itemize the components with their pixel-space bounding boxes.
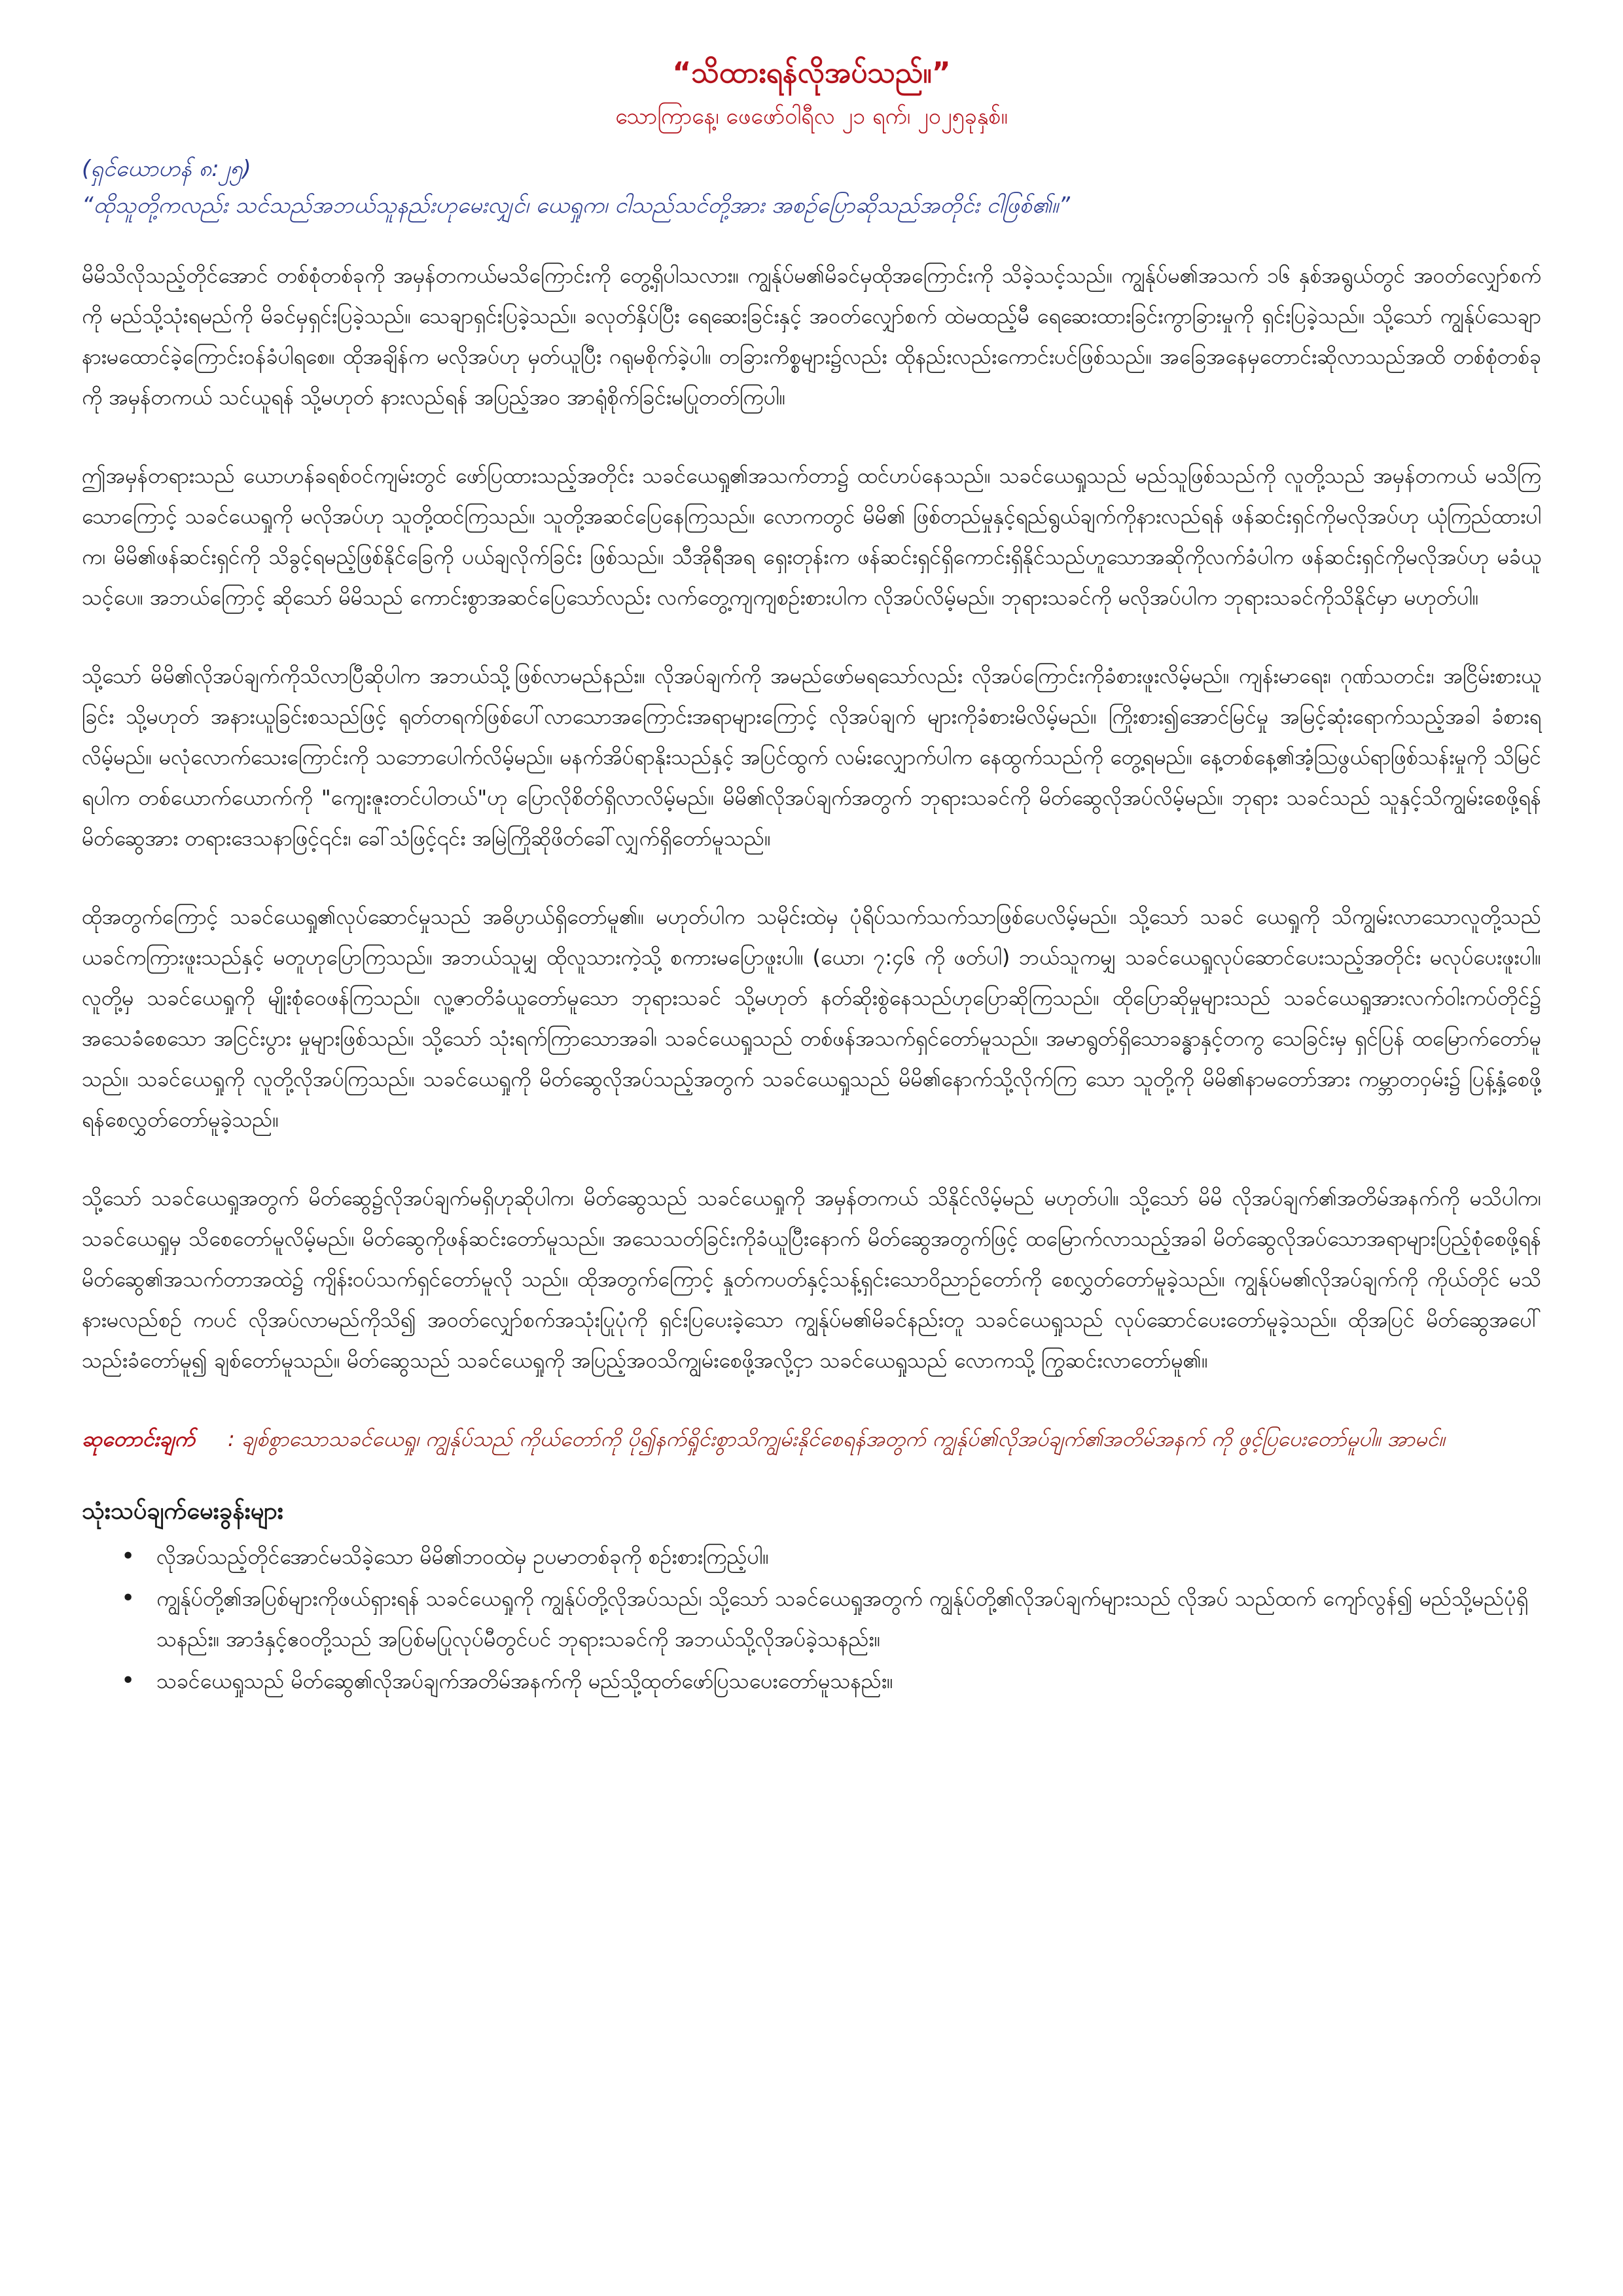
reflection-questions <box>82 1536 1541 1701</box>
page-title: “သိထားရန်လိုအပ်သည်။” <box>672 56 951 90</box>
devotional-page <box>82 52 1541 1703</box>
scripture-verse: “ထိုသူတို့ကလည်း သင်သည်အဘယ်သူနည်းဟုမေးလျှင်၊ ယေရှုက၊ ငါသည်သင်တို့အား အစဉ်ပြောဆိုသည်အတိုင်း ငါဖြစ်၏။” <box>82 192 1070 219</box>
question-text: ကျွန်ုပ်တို့၏အပြစ်များကိုဖယ်ရှားရန် သခင်ယေရှုကို ကျွန်ုပ်တို့လိုအပ်သည်၊ သို့သော် သခင်ယေရှုအတွက် ကျွန်ုပ်တို့၏လိုအပ်ချက်များသည် လိုအပ် သည်ထက် ကျော်လွန်၍ မည်သို့မည်ပုံရှိသနည်း။ အာဒံနှင့်ဧဝတို့သည် အပြစ်မပြုလုပ်မီတွင်ပင် ဘုရားသခင်ကို အဘယ်သို့လိုအပ်ခဲ့သနည်း။ <box>156 1586 1528 1651</box>
scripture-reference: (ရှင်ယောဟန် ၈:၂၅) <box>82 156 251 182</box>
prayer-text: : ချစ်စွာသောသခင်ယေရှု၊ ကျွန်ုပ်သည် ကိုယ်တော်ကို ပို၍နက်ရှိုင်းစွာသိကျွမ်းနိုင်စေရန်အတွက် ကျွန်ုပ်၏လိုအပ်ချက်၏အတိမ်အနက် ကို ဖွင့်ပြပေးတော်မူပါ။ အာမင်။ <box>228 1426 1445 1451</box>
bullet-icon: • <box>121 1667 135 1694</box>
body-paragraph-5: သို့သော် သခင်ယေရှုအတွက် မိတ်ဆွေ၌လိုအပ်ချက်မရှိဟုဆိုပါက၊ မိတ်ဆွေသည် သခင်ယေရှုကို အမှန်တကယ် သိနိုင်လိမ့်မည် မဟုတ်ပါ။ သို့သော် မိမိ လိုအပ်ချက်၏အတိမ်အနက်ကို မသိပါက၊ သခင်ယေရှုမှ သိစေတော်မူလိမ့်မည်။ မိတ်ဆွေကိုဖန်ဆင်းတော်မူသည်။ အသေသတ်ခြင်းကိုခံယူပြီးနောက် မိတ်ဆွေအတွက်ဖြင့် ထမြောက်လာသည့်အခါ မိတ်ဆွေလိုအပ်သောအရာများပြည့်စုံစေဖို့ရန် မိတ်ဆွေ၏အသက်တာအထဲ၌ ကျိန်းဝပ်သက်ရှင်တော်မူလို သည်။ ထိုအတွက်ကြောင့် နှုတ်ကပတ်နှင့်သန့်ရှင်းသောဝိညာဉ်တော်ကို စေလွှတ်တော်မူခဲ့သည်။ ကျွန်ုပ်မ၏လိုအပ်ချက်ကို ကိုယ်တိုင် မသိနားမလည်စဉ် ကပင် လိုအပ်လာမည်ကိုသိ၍ အဝတ်လျှော်စက်အသုံးပြုပုံကို ရှင်းပြပေးခဲ့သော ကျွန်ုပ်မ၏မိခင်နည်းတူ သခင်ယေရှုသည် လုပ်ဆောင်ပေးတော်မူခဲ့သည်။ ထိုအပြင် မိတ်ဆွေအပေါ်သည်းခံတော်မူ၍ ချစ်တော်မူသည်။ မိတ်ဆွေသည် သခင်ယေရှုကို အပြည့်အဝသိကျွမ်းစေဖို့အလို့ငှာ သခင်ယေရှုသည် လောကသို့ ကြွဆင်းလာတော်မူ၏။ <box>82 1186 1541 1373</box>
body-paragraph-4: ထိုအတွက်ကြောင့် သခင်ယေရှု၏လုပ်ဆောင်မှုသည် အဓိပ္ပာယ်ရှိတော်မူ၏။ မဟုတ်ပါက သမိုင်းထဲမှ ပုံရိပ်သက်သက်သာဖြစ်ပေလိမ့်မည်။ သို့သော် သခင် ယေရှုကို သိကျွမ်းလာသောလူတို့သည် ယခင်ကကြားဖူးသည်နှင့် မတူဟုပြောကြသည်။ အဘယ်သူမျှ ထိုလူသားကဲ့သို့ စကားမပြောဖူးပါ။ (ယော၊ ၇:၄၆ ကို ဖတ်ပါ) ဘယ်သူကမျှ သခင်ယေရှုလုပ်ဆောင်ပေးသည့်အတိုင်း မလုပ်ပေးဖူးပါ။ လူတို့မှ သခင်ယေရှုကို မျိုးစုံဝေဖန်ကြသည်။ လူ့ဇာတိခံယူတော်မူသော ဘုရားသခင် သို့မဟုတ် နတ်ဆိုးစွဲနေသည်ဟုပြောဆိုကြသည်။ ထိုပြောဆိုမှုများသည် သခင်ယေရှုအားလက်ဝါးကပ်တိုင်၌ အသေခံစေသော အငြင်းပွား မှုများဖြစ်သည်။ သို့သော် သုံးရက်ကြာသောအခါ၊ သခင်ယေရှုသည် တစ်ဖန်အသက်ရှင်တော်မူသည်။ အမာရွတ်ရှိသောခန္ဓာနှင့်တကွ သေခြင်းမှ ရှင်ပြန် ထမြောက်တော်မူသည်။ သခင်ယေရှုကို လူတို့လိုအပ်ကြသည်။ သခင်ယေရှုကို မိတ်ဆွေလိုအပ်သည့်အတွက် သခင်ယေရှုသည် မိမိ၏နောက်သို့လိုက်ကြ သော သူတို့ကို မိမိ၏နာမတော်အား ကမ္ဘာတဝှမ်း၌ ပြန့်နှံ့စေဖို့ရန်စေလွှတ်တော်မူခဲ့သည်။ <box>82 904 1542 1132</box>
body-paragraph-2: ဤအမှန်တရားသည် ယောဟန်ခရစ်ဝင်ကျမ်းတွင် ဖော်ပြထားသည့်အတိုင်း သခင်ယေရှု၏အသက်တာ၌ ထင်ဟပ်နေသည်။ သခင်ယေရှုသည် မည်သူဖြစ်သည်ကို လူတို့သည် အမှန်တကယ် မသိကြသောကြောင့် သခင်ယေရှုကို မလိုအပ်ဟု သူတို့ထင်ကြသည်။ သူတို့အဆင်ပြေနေကြသည်။ လောကတွင် မိမိ၏ ဖြစ်တည်မှုနှင့်ရည်ရွယ်ချက်ကိုနားလည်ရန် ဖန်ဆင်းရှင်ကိုမလိုအပ်ဟု ယုံကြည်ထားပါက၊ မိမိ၏ဖန်ဆင်းရှင်ကို သိခွင့်ရမည့်ဖြစ်နိုင်ခြေကို ပယ်ချလိုက်ခြင်း ဖြစ်သည်။ သီအိုရီအရ ရှေးတုန်းက ဖန်ဆင်းရှင်ရှိကောင်းရှိနိုင်သည်ဟူသောအဆိုကိုလက်ခံပါက ဖန်ဆင်းရှင်ကိုမလိုအပ်ဟု မခံယူသင့်ပေ။ အဘယ်ကြောင့် ဆိုသော် မိမိသည် ကောင်းစွာအဆင်ပြေသော်လည်း လက်တွေ့ကျကျစဉ်းစားပါက လိုအပ်လိမ့်မည်။ ဘုရားသခင်ကို မလိုအပ်ပါက ဘုရားသခင်ကိုသိနိုင်မှာ မဟုတ်ပါ။ <box>82 463 1541 610</box>
list-item <box>121 1536 1541 1577</box>
date-line: သောကြာနေ့၊ ဖေဖော်ဝါရီလ ၂၁ ရက်၊ ၂၀၂၅ခုနှစ်။ <box>615 103 1008 130</box>
question-text: သခင်ယေရှုသည် မိတ်ဆွေ၏လိုအပ်ချက်အတိမ်အနက်ကို မည်သို့ထုတ်ဖော်ပြသပေးတော်မူသနည်း။ <box>156 1669 893 1693</box>
list-item <box>121 1578 1541 1659</box>
prayer-block <box>82 1419 1541 1459</box>
question-text: လိုအပ်သည့်တိုင်အောင်မသိခဲ့သော မိမိ၏ဘဝထဲမှ ဥပမာတစ်ခုကို စဉ်းစားကြည့်ပါ။ <box>156 1544 769 1569</box>
bullet-icon: • <box>121 1585 135 1612</box>
body-paragraph-3: သို့သော် မိမိ၏လိုအပ်ချက်ကိုသိလာပြီဆိုပါက အဘယ်သို့ဖြစ်လာမည်နည်း။ လိုအပ်ချက်ကို အမည်ဖော်မရသော်လည်း လိုအပ်ကြောင်းကိုခံစားဖူးလိမ့်မည်။ ကျန်းမာရေး၊ ဂုဏ်သတင်း၊ အငြိမ်းစားယူခြင်း သို့မဟုတ် အနားယူခြင်းစသည်ဖြင့် ရုတ်တရက်ဖြစ်ပေါ်လာသောအကြောင်းအရာများကြောင့် လိုအပ်ချက် များကိုခံစားမိလိမ့်မည်။ ကြိုးစား၍အောင်မြင်မှု အမြင့်ဆုံးရောက်သည့်အခါ ခံစားရလိမ့်မည်။ မလုံလောက်သေးကြောင်းကို သဘောပေါက်လိမ့်မည်။ မနက်အိပ်ရာနိုးသည်နှင့် အပြင်ထွက် လမ်းလျှောက်ပါက နေထွက်သည်ကို တွေ့ရမည်။ နေ့တစ်နေ့၏အံ့သြဖွယ်ရာဖြစ်သန်းမှုကို သိမြင်ရပါက တစ်ယောက်ယောက်ကို "ကျေးဇူးတင်ပါတယ်"ဟု ပြောလိုစိတ်ရှိလာလိမ့်မည်။ မိမိ၏လိုအပ်ချက်အတွက် ဘုရားသခင်ကို မိတ်ဆွေလိုအပ်လိမ့်မည်။ ဘုရား သခင်သည် သူနှင့်သိကျွမ်းစေဖို့ရန် မိတ်ဆွေအား တရားဒေသနာဖြင့်၎င်း၊ ခေါ်သံဖြင့်၎င်း အမြဲကြိုဆိုဖိတ်ခေါ်လျှက်ရှိတော်မူသည်။ <box>82 663 1541 851</box>
bullet-icon: • <box>121 1543 135 1570</box>
prayer-label: ဆုတောင်းချက် <box>82 1426 195 1451</box>
body-paragraph-1: မိမိသိလိုသည့်တိုင်အောင် တစ်စုံတစ်ခုကို အမှန်တကယ်မသိကြောင်းကို တွေ့ရှိပါသလား။ ကျွန်ုပ်မ၏မိခင်မှထိုအကြောင်းကို သိခဲ့သင့်သည်။ ကျွန်ုပ်မ၏အသက် ၁၆ နှစ်အရွယ်တွင် အဝတ်လျှော်စက်ကို မည်သို့သုံးရမည်ကို မိခင်မှရှင်းပြခဲ့သည်။ သေချာရှင်းပြခဲ့သည်။ ခလုတ်နှိပ်ပြီး ရေဆေးခြင်းနှင့် အဝတ်လျှော်စက် ထဲမထည့်မီ ရေဆေးထားခြင်းကွာခြားမှုကို ရှင်းပြခဲ့သည်။ သို့သော် ကျွန်ုပ်သေချာနားမထောင်ခဲ့ကြောင်းဝန်ခံပါရစေ။ ထိုအချိန်က မလိုအပ်ဟု မှတ်ယူပြီး ဂရုမစိုက်ခဲ့ပါ။ တခြားကိစ္စများ၌လည်း ထိုနည်းလည်းကောင်းပင်ဖြစ်သည်။ အခြေအနေမှတောင်းဆိုလာသည်အထိ တစ်စုံတစ်ခုကို အမှန်တကယ် သင်ယူရန် သို့မဟုတ် နားလည်ရန် အပြည့်အဝ အာရုံစိုက်ခြင်းမပြုတတ်ကြပါ။ <box>82 263 1542 410</box>
reflection-heading: သုံးသပ်ချက်မေးခွန်းများ <box>82 1498 283 1525</box>
list-item <box>121 1661 1541 1701</box>
